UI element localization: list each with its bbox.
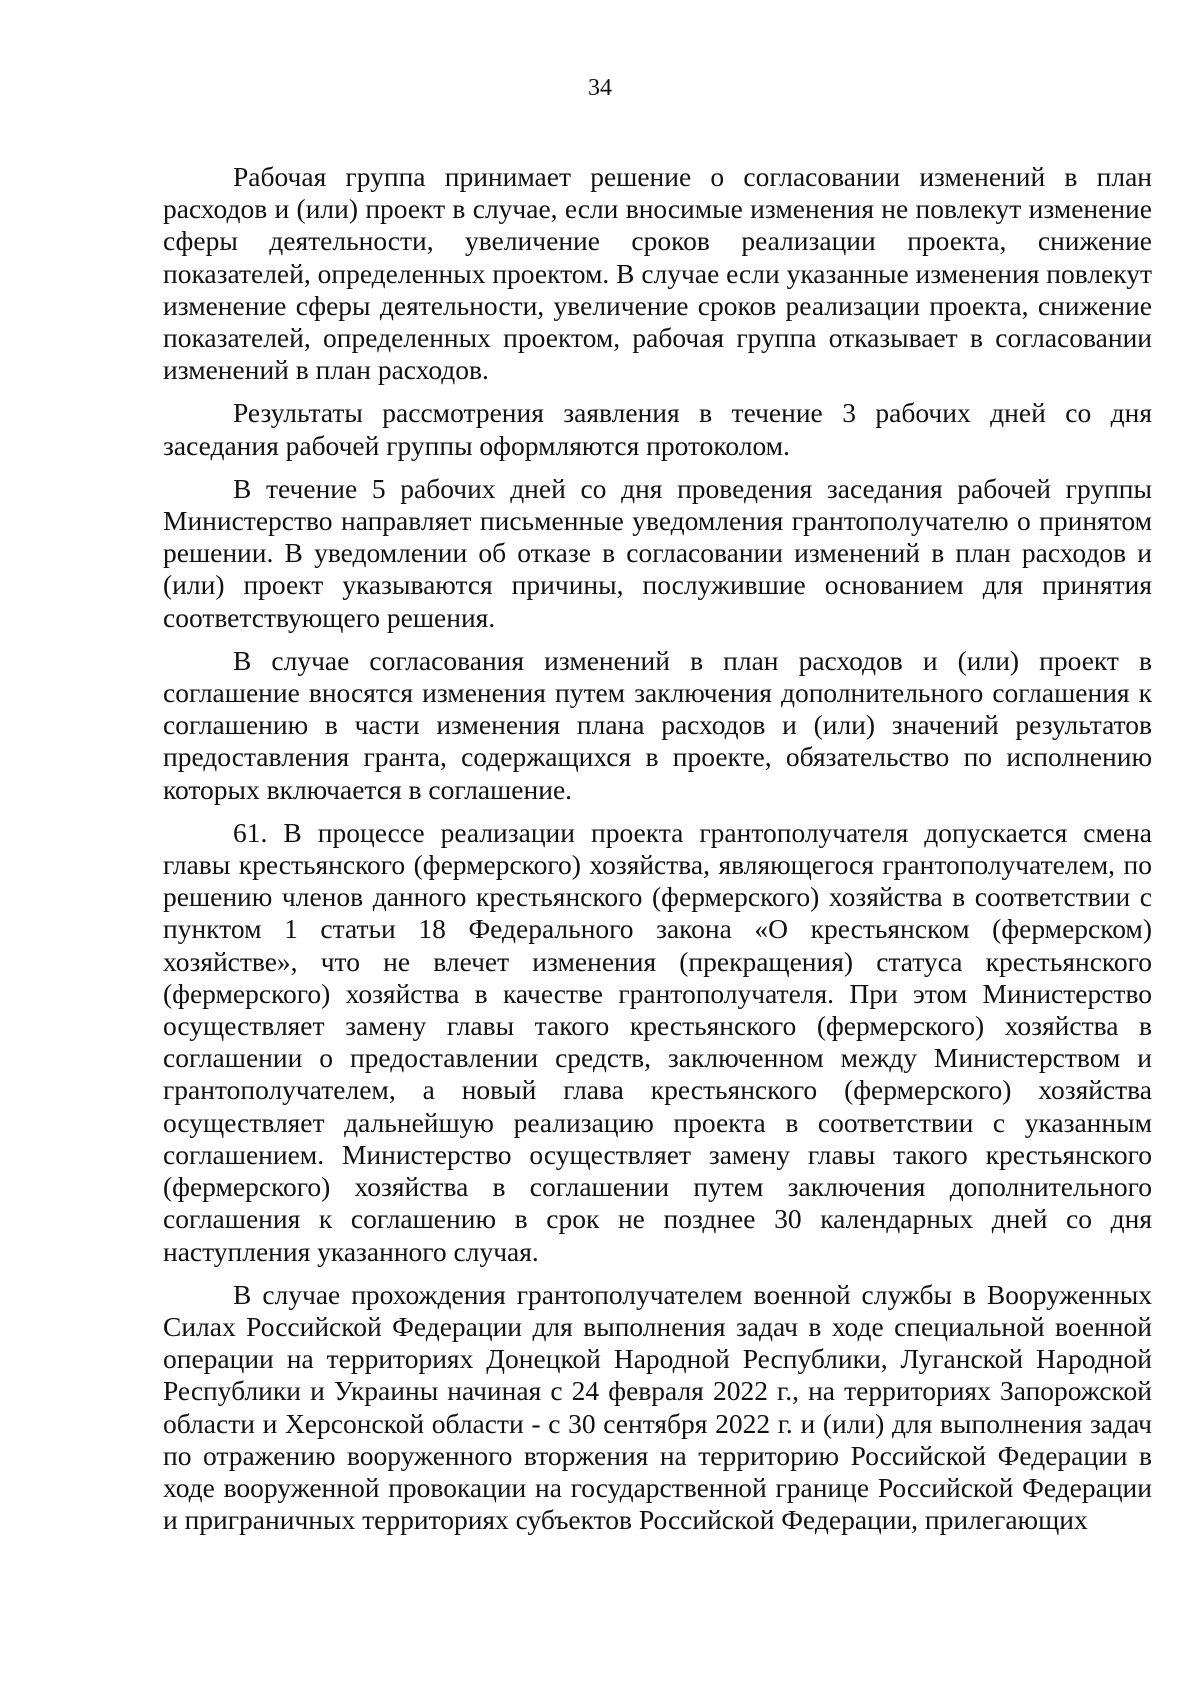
paragraph-ministry-notification: В течение 5 рабочих дней со дня проведения заседания рабочей группы Министерство направляет письменные уведомления грантополучателю о принятом решении. В уведомлении об отказе в согласовании изменений в план расходов и (или) проект указываются причины, послужившие основанием для принятия соответствующего решения.	[163, 472, 1152, 633]
page-number: 34	[588, 75, 612, 101]
paragraph-military-service: В случае прохождения грантополучателем военной службы в Вооруженных Силах Российской Федерации для выполнения задач в ходе специальной военной операции на территориях Донецкой Народной Республики, Луганской Народной Республики и Украины начиная с 24 февраля 2022 г., на территориях Запорожской области и Херсонской области - с 30 сентября 2022 г. и (или) для выполнения задач по отражению вооруженного вторжения на территорию Российской Федерации в ходе вооруженной провокации на государственной границе Российской Федерации и приграничных территориях субъектов Российской Федерации, прилегающих	[163, 1278, 1152, 1536]
paragraph-agreement-amendment: В случае согласования изменений в план расходов и (или) проект в соглашение вносятся изменения путем заключения дополнительного соглашения к соглашению в части изменения плана расходов и (или) значений результатов предоставления гранта, содержащихся в проекте, обязательство по исполнению которых включается в соглашение.	[163, 644, 1152, 805]
paragraph-review-results: Результаты рассмотрения заявления в течение 3 рабочих дней со дня заседания рабочей группы оформляются протоколом.	[163, 397, 1152, 461]
paragraph-item-61: 61. В процессе реализации проекта грантополучателя допускается смена главы крестьянского (фермерского) хозяйства, являющегося грантополучателем, по решению членов данного крестьянского (фермерского) хозяйства в соответствии с пунктом 1 статьи 18 Федерального закона «О крестьянском (фермерском) хозяйстве», что не влечет изменения (прекращения) статуса крестьянского (фермерского) хозяйства в качестве грантополучателя. При этом Министерство осуществляет замену главы такого крестьянского (фермерского) хозяйства в соглашении о предоставлении средств, заключенном между Министерством и грантополучателем, а новый глава крестьянского (фермерского) хозяйства осуществляет дальнейшую реализацию проекта в соответствии с указанным соглашением. Министерство осуществляет замену главы такого крестьянского (фермерского) хозяйства в соглашении путем заключения дополнительного соглашения к соглашению в срок не позднее 30 календарных дней со дня наступления указанного случая.	[163, 816, 1152, 1267]
document-body	[163, 161, 1152, 1547]
paragraph-working-group-decision: Рабочая группа принимает решение о согласовании изменений в план расходов и (или) проект в случае, если вносимые изменения не повлекут изменение сферы деятельности, увеличение сроков реализации проекта, снижение показателей, определенных проектом. В случае если указанные изменения повлекут изменение сферы деятельности, увеличение сроков реализации проекта, снижение показателей, определенных проектом, рабочая группа отказывает в согласовании изменений в план расходов.	[163, 161, 1152, 386]
